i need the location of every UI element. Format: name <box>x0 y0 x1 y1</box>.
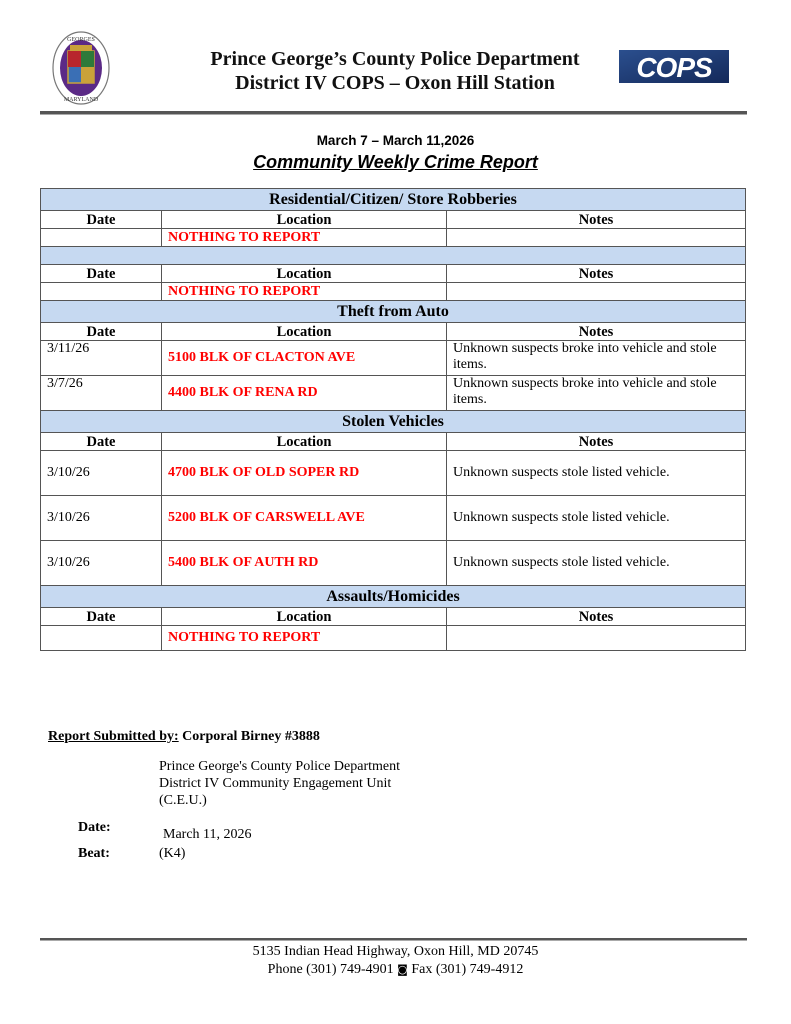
cell-date <box>41 283 162 301</box>
table-row <box>41 496 746 541</box>
col-date: Date <box>41 433 162 451</box>
table-row <box>41 541 746 586</box>
section-title: Assaults/Homicides <box>41 586 746 608</box>
col-date: Date <box>41 211 162 229</box>
cell-location: 5100 BLK OF CLACTON AVE <box>162 341 447 376</box>
cell-notes: Unknown suspects stole listed vehicle. <box>447 541 746 586</box>
footer-divider <box>40 938 747 941</box>
cell-notes: Unknown suspects stole listed vehicle. <box>447 451 746 496</box>
cell-date <box>41 626 162 651</box>
crime-report-table <box>40 188 746 651</box>
section-header-robberies <box>41 189 746 211</box>
letterhead <box>0 0 791 115</box>
cell-notes <box>447 229 746 247</box>
col-location: Location <box>162 265 447 283</box>
unit-info <box>159 758 400 809</box>
beat-value: (K4) <box>159 846 186 861</box>
svg-text:COPS: COPS <box>636 52 712 83</box>
unit-line: District IV Community Engagement Unit <box>159 776 392 791</box>
cell-date: 3/10/26 <box>41 451 162 496</box>
footer-address: 5135 Indian Head Highway, Oxon Hill, MD 20745 <box>252 944 539 959</box>
col-date: Date <box>41 323 162 341</box>
submitted-by <box>48 729 320 745</box>
col-notes: Notes <box>447 608 746 626</box>
cell-location: NOTHING TO REPORT <box>162 626 447 651</box>
col-notes: Notes <box>447 211 746 229</box>
cell-notes: Unknown suspects broke into vehicle and stole items. <box>447 376 746 411</box>
cell-notes <box>447 626 746 651</box>
cell-date: 3/7/26 <box>41 376 162 411</box>
unit-line: Prince George's County Police Department <box>159 759 400 774</box>
col-notes: Notes <box>447 265 746 283</box>
cell-date <box>41 229 162 247</box>
cell-location: 4400 BLK OF RENA RD <box>162 376 447 411</box>
cell-date: 3/11/26 <box>41 341 162 376</box>
date-value: March 11, 2026 <box>163 827 252 842</box>
cell-location: NOTHING TO REPORT <box>162 229 447 247</box>
department-name: Prince George’s County Police Department <box>210 48 580 70</box>
submitted-by-officer: Corporal Birney #3888 <box>178 729 320 744</box>
col-date: Date <box>41 265 162 283</box>
column-headers <box>41 265 746 283</box>
section-title: Theft from Auto <box>41 301 746 323</box>
col-location: Location <box>162 323 447 341</box>
section-title: Residential/Citizen/ Store Robberies <box>41 189 746 211</box>
col-location: Location <box>162 211 447 229</box>
svg-text:MARYLAND: MARYLAND <box>63 97 99 103</box>
table-row <box>41 283 746 301</box>
beat-label: Beat: <box>78 846 110 861</box>
unit-line: (C.E.U.) <box>159 793 207 808</box>
section-header-theft-from-auto <box>41 301 746 323</box>
col-location: Location <box>162 608 447 626</box>
footer-phone-fax <box>0 961 791 979</box>
cell-location: 5400 BLK OF AUTH RD <box>162 541 447 586</box>
section-header-blank <box>41 247 746 265</box>
column-headers <box>41 211 746 229</box>
table-row <box>41 451 746 496</box>
table-row <box>41 626 746 651</box>
report-date-range: March 7 – March 11,2026 <box>316 133 475 148</box>
section-title: Stolen Vehicles <box>41 411 746 433</box>
col-notes: Notes <box>447 433 746 451</box>
cops-logo-icon <box>619 50 729 83</box>
cell-location: 4700 BLK OF OLD SOPER RD <box>162 451 447 496</box>
table-row <box>41 376 746 411</box>
footer-phone: Phone (301) 749-4901 <box>267 962 394 977</box>
separator-icon: ◙ <box>397 963 408 976</box>
table-row <box>41 229 746 247</box>
column-headers <box>41 433 746 451</box>
section-title <box>41 247 746 265</box>
cell-notes <box>447 283 746 301</box>
column-headers <box>41 323 746 341</box>
header-divider <box>40 111 747 115</box>
section-header-assaults-homicides <box>41 586 746 608</box>
footer-fax: Fax (301) 749-4912 <box>411 962 524 977</box>
cell-date: 3/10/26 <box>41 541 162 586</box>
col-notes: Notes <box>447 323 746 341</box>
cell-date: 3/10/26 <box>41 496 162 541</box>
section-header-stolen-vehicles <box>41 411 746 433</box>
station-name: District IV COPS – Oxon Hill Station <box>235 72 555 94</box>
date-label: Date: <box>78 820 111 835</box>
col-date: Date <box>41 608 162 626</box>
submitted-by-label: Report Submitted by: <box>48 729 179 744</box>
report-title: Community Weekly Crime Report <box>253 152 538 172</box>
col-location: Location <box>162 433 447 451</box>
cell-location: 5200 BLK OF CARSWELL AVE <box>162 496 447 541</box>
county-seal-icon <box>52 31 110 105</box>
svg-text:GEORGES: GEORGES <box>67 37 95 43</box>
cell-notes: Unknown suspects broke into vehicle and stole items. <box>447 341 746 376</box>
column-headers <box>41 608 746 626</box>
footer-contact <box>0 943 791 979</box>
cell-location: NOTHING TO REPORT <box>162 283 447 301</box>
department-title <box>150 47 640 95</box>
table-row <box>41 341 746 376</box>
cell-notes: Unknown suspects stole listed vehicle. <box>447 496 746 541</box>
